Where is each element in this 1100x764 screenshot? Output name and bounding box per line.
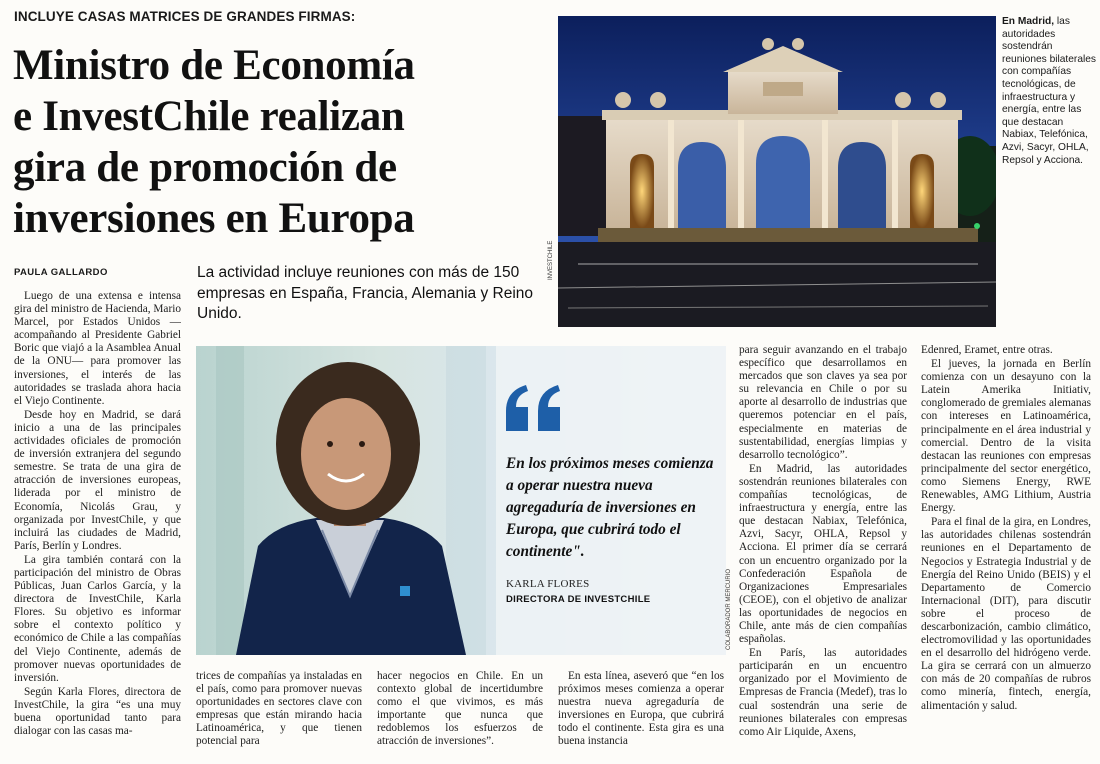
paragraph: El jueves, la jornada en Berlín comienza con un desayuno con la Latein Amerika Initiativ, conglomerado de gremiales alemanas con intereses en Latinoamérica, principalmente en el área industrial y comercial. Dentro de la visita destacan las reuniones con empresas principalmente del sector energético, como Siemens Energy, RWE Renewables, AMG Lithium, Austria Energy. [921, 358, 1091, 515]
article-column-5 [739, 344, 907, 758]
kicker: INCLUYE CASAS MATRICES DE GRANDES FIRMAS: [14, 9, 356, 24]
puerta-de-alcala-photo [558, 16, 996, 327]
paragraph: Luego de una extensa e intensa gira del ministro de Hacienda, Mario Marcel, por Estados Unidos —acompañando al Presidente Gabriel Boric que viajó a la Asamblea Anual de la ONU— para promover las inversiones, el interés de las autoridades se traslada ahora hacia el Viejo Continente. [14, 290, 181, 407]
headline [13, 40, 553, 244]
portrait-credit: COLABORADOR MERCURIO [726, 568, 732, 650]
byline: PAULA GALLARDO [14, 267, 108, 278]
headline-line: inversiones en Europa [13, 195, 415, 242]
article-column-6 [921, 344, 1091, 758]
photo-caption [1002, 16, 1098, 167]
quotation-mark-icon [504, 383, 564, 435]
paragraph: En París, las autoridades participarán en un encuentro organizado por el Movimiento de Empresas de Francia (Medef), tras lo cual sostendrán una serie de reuniones bilaterales con empresas como Air Liquide, Axens, [739, 647, 907, 738]
paragraph: hacer negocios en Chile. En un contexto global de incertidumbre como el que vivimos, es más importante que nunca que redoblemos los esfuerzos de atracción de inversiones”. [377, 670, 543, 748]
pull-quote: En los próximos meses comienza a operar nuestra nueva agregaduría de inversiones en Europa, que cubrirá todo el continente". [506, 455, 714, 560]
paragraph: En esta línea, aseveró que “en los próximos meses comienza a operar nuestra nueva agregaduría de inversiones en Europa, que cubrirá todo el continente. Esta gira es una buena instancia [558, 670, 724, 748]
quote-author-role: DIRECTORA DE INVESTCHILE [506, 594, 651, 605]
quote-author: KARLA FLORES [506, 578, 590, 590]
paragraph: Según Karla Flores, directora de InvestChile, la gira “es una muy buena oportunidad tanto para dialogar con las casas ma- [14, 685, 181, 738]
headline-line: e InvestChile realizan [13, 93, 405, 140]
monument-illustration [558, 16, 996, 327]
caption-text: las autoridades sostendrán reuniones bilaterales con compañías tecnológicas, de infraestructura y energía, entre las que destacan Nabiax, Telefónica, Azvi, Sacyr, OHLA, Repsol y Acciona. [1002, 16, 1097, 166]
subhead: La actividad incluye reuniones con más de 150 empresas en España, Francia, Alemania y Reino Unido. [197, 264, 534, 322]
paragraph: trices de compañías ya instaladas en el país, como para promover nuevas oportunidades en sectores clave con empresas que están mirando hacia Latinoamérica, y que tienen potencial para [196, 670, 362, 748]
paragraph: para seguir avanzando en el trabajo específico que desarrollamos en mercados que son claves ya sea por su relevancia en Chile o por su aporte al desarrollo de industrias que queremos potenciar en el país, especialmente en materias de sustentabilidad, energías limpias y desarrollo tecnológico”. [739, 344, 907, 461]
paragraph: En Madrid, las autoridades sostendrán reuniones bilaterales con compañías tecnológicas, de infraestructura y energía, entre las que destacan Nabiax, Telefónica, Azvi, Sacyr, OHLA, Repsol y Acciona. El primer día se cerrará con un encuentro organizado por la Confederación Española de Organizaciones Empresariales (CEOE), con el objetivo de analizar las oportunidades de negocios en Chile, ante más de cien compañías españolas. [739, 462, 907, 646]
caption-lead: En Madrid, [1002, 16, 1055, 27]
paragraph: La gira también contará con la participación del ministro de Obras Públicas, Juan Carlos García, y la directora de InvestChile, Karla Flores. Su objetivo es informar sobre el contexto político y económico de Chile a las compañías del Viejo Continente, además de promover nuevas oportunidades de inversión. [14, 553, 181, 684]
photo-credit: INVESTCHILE [548, 240, 554, 280]
headline-line: gira de promoción de [13, 144, 397, 191]
article-column-1 [14, 290, 181, 755]
paragraph: Desde hoy en Madrid, se dará inicio a una de las principales actividades oficiales de promoción de inversión extranjera del segundo semestre. Se trata de una gira de atracción de inversiones europeas, liderada por el ministro de Economía, Nicolás Grau, y organizada por InvestChile, y que incluirá las ciudades de Madrid, París, Berlín y Londres. [14, 408, 181, 552]
article-column-3 [377, 670, 543, 760]
article-column-2 [196, 670, 362, 760]
paragraph: Para el final de la gira, en Londres, las autoridades chilenas sostendrán reuniones en el Departamento de Negocios y Estrategia Industrial y de Energía del Reino Unido (BEIS) y el Departamento de Comercio Internacional (DIT), para discutir sobre el proceso de descarbonización, cambio climático, electromovilidad y las oportunidades en el desarrollo del hidrógeno verde. La gira se cerrará con un almuerzo con más de 20 compañías de rubros como minería, fintech, energía, alimentación y salud. [921, 516, 1091, 712]
headline-line: Ministro de Economía [13, 42, 415, 89]
article-column-4 [558, 670, 724, 760]
paragraph: Edenred, Eramet, entre otras. [921, 344, 1053, 356]
